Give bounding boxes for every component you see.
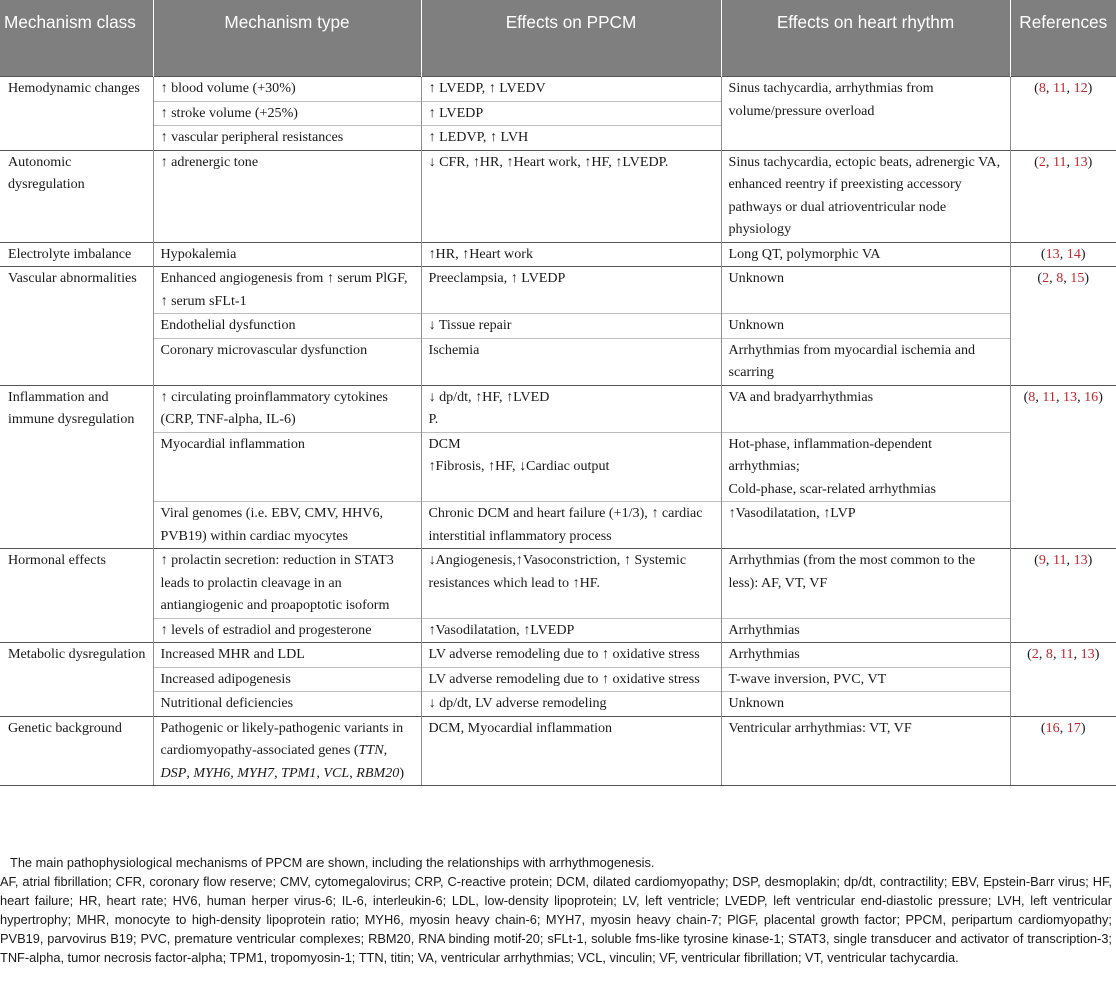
effects-on-ppcm-cell: ↑ LEDVP, ↑ LVH: [421, 126, 721, 151]
reference-paren-close: ): [1087, 552, 1093, 568]
effects-on-ppcm-cell: Chronic DCM and heart failure (+1/3), ↑ cardiac interstitial inflammatory process: [421, 502, 721, 549]
reference-separator: ,: [1038, 646, 1046, 662]
mechanism-class-cell: Vascular abnormalities: [0, 267, 153, 386]
mechanism-type-cell: Nutritional deficiencies: [153, 692, 421, 717]
mechanism-type-cell: Endothelial dysfunction: [153, 314, 421, 339]
reference-link: 2: [1031, 646, 1039, 662]
reference-link: 11: [1042, 388, 1056, 405]
references-cell: [1010, 77, 1116, 151]
reference-link: 13: [1062, 388, 1078, 405]
abbreviations-note: AF, atrial fibrillation; CFR, coronary flow reserve; CMV, cytomegalovirus; CRP, C-reactive protein; DCM, dilated cardiomyopathy; DSP, desmoplakin; dp/dt, contractility; EBV, Epstein-Barr virus; HF, heart failure; HR, heart rate; HV6, human herper virus-6; IL-6, interleukin-6; LDL, low-density lipoprotein; LV, left ventricle; LVEDP, left ventricular end-diastolic pressure; LVH, left ventricular hypertrophy; MHR, monocyte to high-density lipoprotein ratio; MYH6, myosin heavy chain-6; MYH7, myosin heavy chain-7; PlGF, placental growth factor; PPCM, peripartum cardiomyopathy; PVB19, parvovirus B19; PVC, premature ventricular complexes; RBM20, RNA binding motif-20; sFLt-1, soluble fms-like tyrosine kinase-1; STAT3, single transducer and activator of transcription-3; TNF-alpha, tumor necrosis factor-alpha; TPM1, tropomyosin-1; TTN, titin; VA, ventricular arrhythmias; VCL, vinculin; VF, ventricular fibrillation; VT, ventricular tachycardia.: [0, 874, 1112, 965]
reference-separator: ,: [1045, 552, 1053, 568]
effects-on-heart-rhythm-cell: Unknown: [721, 692, 1010, 717]
effects-on-ppcm-cell: Ischemia: [421, 338, 721, 385]
effects-on-ppcm-cell: ↓Angiogenesis,↑Vasoconstriction, ↑ Systemic resistances which lead to ↑HF.: [421, 549, 721, 619]
header-references: References: [1010, 0, 1116, 77]
rhythm-line: Cold-phase, scar-related arrhythmias: [728, 480, 937, 497]
mechanism-type-cell: ↑ adrenergic tone: [153, 150, 421, 242]
header-effects-on-ppcm: Effects on PPCM: [421, 0, 721, 77]
table-row: [0, 432, 1116, 502]
effects-on-heart-rhythm-cell: [721, 432, 1010, 502]
mechanism-class-cell: Electrolyte imbalance: [0, 242, 153, 267]
reference-link: 13: [1073, 552, 1088, 568]
mechanism-type-cell: ↑ blood volume (+30%): [153, 77, 421, 102]
effects-on-heart-rhythm-cell: Unknown: [721, 314, 1010, 339]
header-mechanism-type: Mechanism type: [153, 0, 421, 77]
genes-outro-text: ): [399, 764, 405, 781]
mechanism-type-cell: Increased adipogenesis: [153, 667, 421, 692]
effect-line: DCM: [428, 435, 461, 452]
effects-on-ppcm-cell: ↑Vasodilatation, ↑LVEDP: [421, 618, 721, 643]
table-row: [0, 267, 1116, 314]
table-row: [0, 385, 1116, 432]
mechanism-type-cell: Viral genomes (i.e. EBV, CMV, HHV6, PVB19) within cardiac myocytes: [153, 502, 421, 549]
reference-paren-close: ): [1094, 646, 1100, 662]
table-row: [0, 150, 1116, 242]
references-cell: [1010, 150, 1116, 242]
effects-on-heart-rhythm-cell: Arrhythmias (from the most common to the less): AF, VT, VF: [721, 549, 1010, 619]
gene-name: DSP: [160, 764, 187, 781]
mechanism-type-cell: Hypokalemia: [153, 242, 421, 267]
mechanism-class-cell: Hemodynamic changes: [0, 77, 153, 151]
reference-link: 8: [1038, 80, 1046, 96]
reference-link: 12: [1073, 80, 1088, 96]
references-cell: [1010, 643, 1116, 717]
table-footnotes: [0, 853, 1112, 967]
gene-name: TPM1: [281, 764, 317, 781]
reference-separator: ,: [1063, 270, 1071, 286]
reference-paren-close: ): [1098, 388, 1103, 405]
mechanism-type-cell: ↑ levels of estradiol and progesterone: [153, 618, 421, 643]
reference-separator: ,: [1055, 388, 1063, 405]
reference-link: 8: [1045, 646, 1053, 662]
reference-paren-open: (: [1034, 552, 1039, 568]
effects-on-ppcm-cell: ↑ LVEDP, ↑ LVEDV: [421, 77, 721, 102]
table-row: [0, 314, 1116, 339]
reference-paren-close: ): [1087, 153, 1093, 170]
table-row: [0, 618, 1116, 643]
effect-line: ↑Fibrosis, ↑HF, ↓Cardiac output: [428, 458, 610, 474]
reference-separator: ,: [1049, 270, 1057, 286]
effects-on-heart-rhythm-cell: Arrhythmias: [721, 643, 1010, 668]
effects-on-ppcm-cell: Preeclampsia, ↑ LVEDP: [421, 267, 721, 314]
reference-separator: ,: [1045, 80, 1053, 96]
gene-name: MYH7: [237, 764, 275, 781]
reference-separator: ,: [1073, 646, 1081, 662]
reference-link: 13: [1045, 245, 1060, 262]
header-row: [0, 0, 1116, 77]
reference-separator: ,: [1035, 388, 1043, 405]
references-cell: [1010, 267, 1116, 386]
reference-link: 8: [1056, 270, 1064, 286]
reference-link: 13: [1073, 153, 1088, 170]
reference-separator: ,: [1066, 552, 1074, 568]
mechanism-type-cell: Myocardial inflammation: [153, 432, 421, 502]
effects-on-ppcm-cell: DCM, Myocardial inflammation: [421, 716, 721, 786]
effects-on-ppcm-cell: ↓ CFR, ↑HR, ↑Heart work, ↑HF, ↑LVEDP.: [421, 150, 721, 242]
header-mechanism-class: Mechanism class: [0, 0, 153, 77]
reference-paren-close: ): [1080, 245, 1086, 262]
effects-on-heart-rhythm-cell: Long QT, polymorphic VA: [721, 242, 1010, 267]
effects-on-heart-rhythm-cell: Arrhythmias: [721, 618, 1010, 643]
table-row: [0, 716, 1116, 786]
gene-name: VCL: [323, 764, 350, 781]
effects-on-heart-rhythm-cell: Sinus tachycardia, ectopic beats, adrenergic VA, enhanced reentry if preexisting accessory pathways or dual atrioventricular node physiology: [721, 150, 1010, 242]
table-row: [0, 242, 1116, 267]
gene-name: TTN: [358, 742, 384, 758]
mechanism-type-cell: ↑ stroke volume (+25%): [153, 101, 421, 126]
reference-paren-open: (: [1040, 245, 1046, 262]
reference-link: 15: [1070, 270, 1085, 286]
effects-on-ppcm-cell: ↑HR, ↑Heart work: [421, 242, 721, 267]
mechanism-type-cell: Pathogenic or likely-pathogenic variants in cardiomyopathy-associated genes (TTN, DSP, MYH6, MYH7, TPM1, VCL, RBM20): [153, 716, 421, 786]
reference-paren-open: (: [1040, 719, 1046, 736]
reference-link: 9: [1038, 552, 1046, 568]
effects-on-ppcm-cell: [421, 432, 721, 502]
mechanism-type-cell: Enhanced angiogenesis from ↑ serum PlGF, ↑ serum sFLt-1: [153, 267, 421, 314]
reference-link: 11: [1059, 646, 1074, 662]
reference-paren-close: ): [1084, 270, 1090, 286]
mechanism-type-cell: Coronary microvascular dysfunction: [153, 338, 421, 385]
table-row: [0, 502, 1116, 549]
effects-on-heart-rhythm-cell: Unknown: [721, 267, 1010, 314]
reference-link: 8: [1028, 388, 1036, 405]
effect-line: ↓ dp/dt, ↑HF, ↑LVED: [428, 388, 550, 405]
references-cell: [1010, 385, 1116, 549]
genes-intro-text: Pathogenic or likely-pathogenic variants in cardiomyopathy-associated genes (: [160, 719, 404, 758]
reference-link: 17: [1066, 719, 1081, 736]
effect-line: P.: [428, 411, 439, 427]
rhythm-line: Hot-phase, inflammation-dependent arrhythmias;: [728, 435, 933, 474]
effects-on-heart-rhythm-cell: Arrhythmias from myocardial ischemia and scarring: [721, 338, 1010, 385]
reference-link: 2: [1042, 270, 1050, 286]
reference-separator: ,: [1066, 153, 1074, 170]
effects-on-heart-rhythm-cell: Sinus tachycardia, arrhythmias from volume/pressure overload: [721, 77, 1010, 151]
effects-on-ppcm-cell: LV adverse remodeling due to ↑ oxidative stress: [421, 643, 721, 668]
reference-separator: ,: [1066, 80, 1074, 96]
references-cell: [1010, 549, 1116, 643]
effects-on-ppcm-cell: [421, 385, 721, 432]
mechanism-type-cell: ↑ vascular peripheral resistances: [153, 126, 421, 151]
table-row: [0, 667, 1116, 692]
reference-link: 11: [1052, 552, 1067, 568]
reference-link: 16: [1084, 388, 1099, 405]
reference-link: 11: [1052, 153, 1067, 170]
mechanism-type-cell: Increased MHR and LDL: [153, 643, 421, 668]
reference-separator: ,: [1077, 388, 1085, 405]
table-row: [0, 692, 1116, 717]
references-cell: [1010, 716, 1116, 786]
effects-on-heart-rhythm-cell: VA and bradyarrhythmias: [721, 385, 1010, 432]
reference-link: 14: [1066, 245, 1081, 262]
reference-paren-open: (: [1037, 270, 1043, 286]
effects-on-ppcm-cell: ↓ Tissue repair: [421, 314, 721, 339]
mechanism-type-cell: ↑ prolactin secretion: reduction in STAT3 leads to prolactin cleavage in an antiangiogenic and proapoptotic isoform: [153, 549, 421, 619]
effects-on-heart-rhythm-cell: T-wave inversion, PVC, VT: [721, 667, 1010, 692]
reference-paren-open: (: [1027, 646, 1032, 662]
table-row: [0, 338, 1116, 385]
table-caption: The main pathophysiological mechanisms of PPCM are shown, including the relationships with arrhythmogenesis.: [10, 855, 655, 870]
gene-name: MYH6: [193, 764, 231, 781]
references-cell: [1010, 242, 1116, 267]
effects-on-heart-rhythm-cell: Ventricular arrhythmias: VT, VF: [721, 716, 1010, 786]
mechanism-type-cell: ↑ circulating proinflammatory cytokines (CRP, TNF-alpha, IL-6): [153, 385, 421, 432]
mechanism-class-cell: Genetic background: [0, 716, 153, 786]
reference-link: 11: [1052, 80, 1067, 96]
reference-link: 13: [1080, 646, 1095, 662]
reference-separator: ,: [1059, 245, 1067, 262]
reference-paren-open: (: [1034, 80, 1039, 96]
effects-on-ppcm-cell: ↑ LVEDP: [421, 101, 721, 126]
effects-on-heart-rhythm-cell: ↑Vasodilatation, ↑LVP: [721, 502, 1010, 549]
reference-paren-open: (: [1034, 153, 1039, 170]
mechanism-class-cell: Inflammation and immune dysregulation: [0, 385, 153, 549]
reference-paren-open: (: [1023, 388, 1029, 405]
table-row: [0, 549, 1116, 619]
reference-separator: ,: [1052, 646, 1060, 662]
table-body: [0, 77, 1116, 786]
effects-on-ppcm-cell: ↓ dp/dt, LV adverse remodeling: [421, 692, 721, 717]
reference-link: 16: [1045, 719, 1060, 736]
reference-separator: ,: [1045, 153, 1053, 170]
table-row: [0, 77, 1116, 102]
reference-paren-close: ): [1087, 80, 1093, 96]
reference-link: 2: [1038, 153, 1046, 170]
effects-on-ppcm-cell: LV adverse remodeling due to ↑ oxidative stress: [421, 667, 721, 692]
mechanism-class-cell: Autonomic dysregulation: [0, 150, 153, 242]
mechanism-class-cell: Metabolic dysregulation: [0, 643, 153, 717]
reference-separator: ,: [1059, 719, 1067, 736]
mechanism-class-cell: Hormonal effects: [0, 549, 153, 643]
reference-paren-close: ): [1080, 719, 1086, 736]
header-effects-on-heart-rhythm: Effects on heart rhythm: [721, 0, 1010, 77]
table-row: [0, 643, 1116, 668]
gene-name: RBM20: [356, 764, 400, 781]
